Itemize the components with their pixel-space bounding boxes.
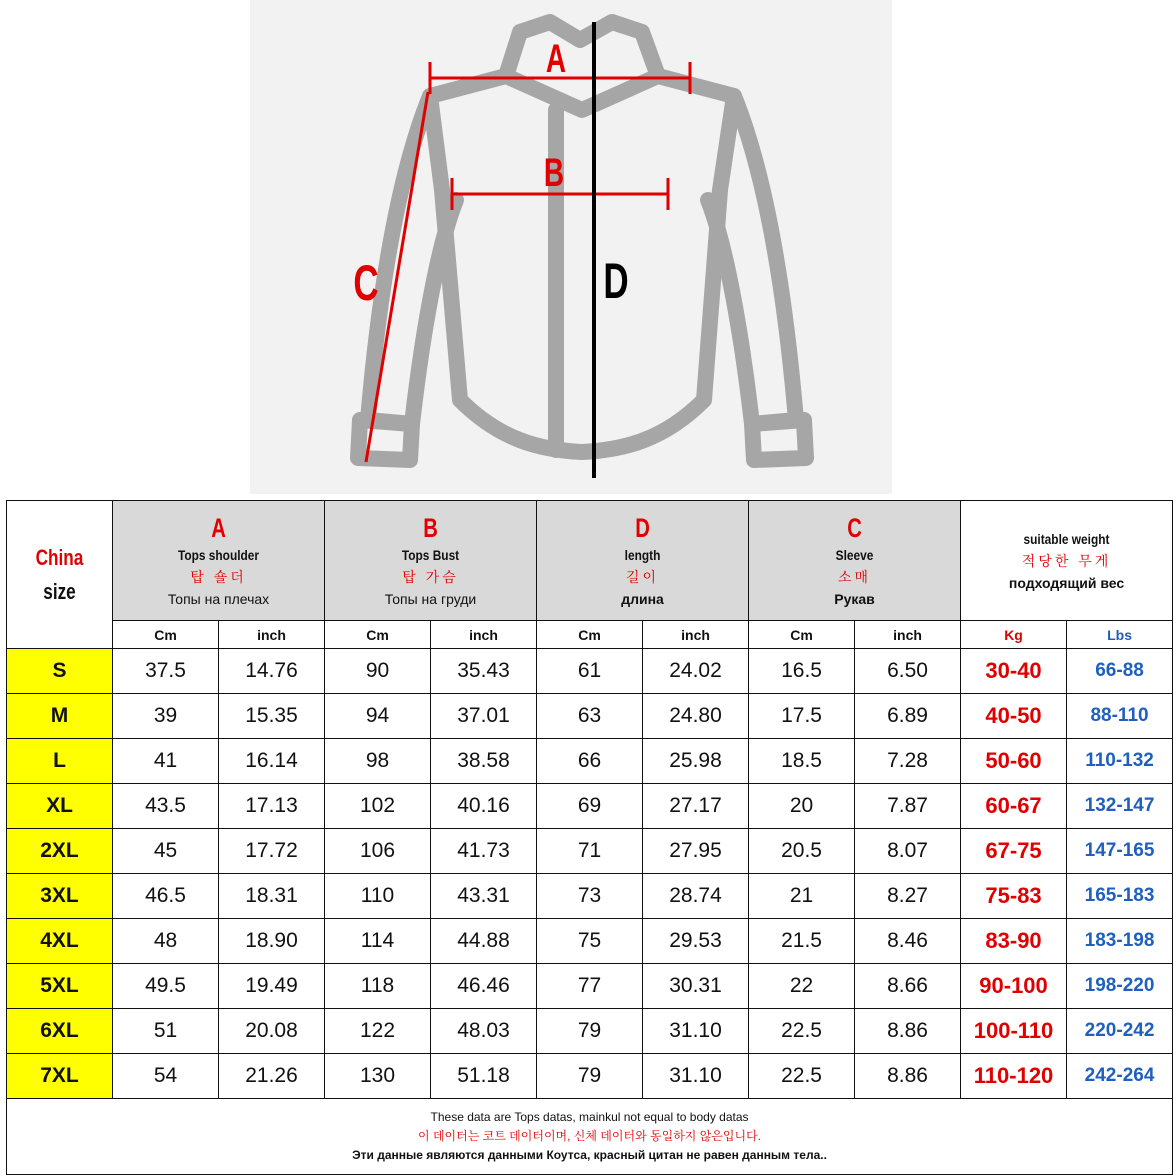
unit-inch: inch bbox=[643, 621, 749, 649]
weight-kg: 30-40 bbox=[961, 649, 1067, 694]
sleeve-inch: 7.28 bbox=[855, 739, 961, 784]
shoulder-cm: 45 bbox=[113, 829, 219, 874]
unit-cm: Cm bbox=[537, 621, 643, 649]
weight-kg: 110-120 bbox=[961, 1054, 1067, 1099]
weight-lbs: 183-198 bbox=[1067, 919, 1173, 964]
length-cm: 73 bbox=[537, 874, 643, 919]
shirt-measurement-illustration bbox=[250, 0, 892, 494]
size-label: L bbox=[7, 739, 113, 784]
sleeve-cm: 16.5 bbox=[749, 649, 855, 694]
size-label: size bbox=[43, 578, 76, 604]
bust-cm: 94 bbox=[325, 694, 431, 739]
unit-inch: inch bbox=[431, 621, 537, 649]
group-ko: 탑 숄더 bbox=[190, 568, 247, 585]
shoulder-inch: 19.49 bbox=[219, 964, 325, 1009]
length-cm: 69 bbox=[537, 784, 643, 829]
length-cm: 79 bbox=[537, 1009, 643, 1054]
sleeve-inch: 8.66 bbox=[855, 964, 961, 1009]
shoulder-inch: 17.72 bbox=[219, 829, 325, 874]
shoulder-inch: 18.90 bbox=[219, 919, 325, 964]
shoulder-cm: 37.5 bbox=[113, 649, 219, 694]
weight-kg: 100-110 bbox=[961, 1009, 1067, 1054]
shoulder-cm: 54 bbox=[113, 1054, 219, 1099]
size-label: XL bbox=[7, 784, 113, 829]
unit-inch: inch bbox=[219, 621, 325, 649]
shoulder-inch: 21.26 bbox=[219, 1054, 325, 1099]
weight-ko: 적당한 무게 bbox=[1021, 552, 1112, 569]
label-d: D bbox=[603, 253, 629, 310]
group-ko: 탑 가슴 bbox=[402, 568, 459, 585]
size-label: 6XL bbox=[7, 1009, 113, 1054]
bust-inch: 41.73 bbox=[431, 829, 537, 874]
length-inch: 28.74 bbox=[643, 874, 749, 919]
weight-lbs: 220-242 bbox=[1067, 1009, 1173, 1054]
size-label: S bbox=[7, 649, 113, 694]
group-letter: C bbox=[847, 512, 862, 543]
sleeve-inch: 6.50 bbox=[855, 649, 961, 694]
weight-kg: 50-60 bbox=[961, 739, 1067, 784]
bust-cm: 114 bbox=[325, 919, 431, 964]
data-rows bbox=[7, 649, 1173, 1099]
bust-inch: 48.03 bbox=[431, 1009, 537, 1054]
length-cm: 79 bbox=[537, 1054, 643, 1099]
length-cm: 77 bbox=[537, 964, 643, 1009]
weight-lbs: 198-220 bbox=[1067, 964, 1173, 1009]
weight-lbs: 147-165 bbox=[1067, 829, 1173, 874]
group-letter: A bbox=[211, 512, 226, 543]
group-ru: длина bbox=[621, 590, 664, 607]
length-inch: 31.10 bbox=[643, 1054, 749, 1099]
group-letter: B bbox=[423, 512, 438, 543]
sleeve-cm: 21.5 bbox=[749, 919, 855, 964]
length-cm: 75 bbox=[537, 919, 643, 964]
shoulder-cm: 39 bbox=[113, 694, 219, 739]
sleeve-inch: 8.86 bbox=[855, 1054, 961, 1099]
sleeve-inch: 8.46 bbox=[855, 919, 961, 964]
corner-cell bbox=[7, 501, 113, 649]
weight-en: suitable weight bbox=[1023, 530, 1110, 547]
china-label: China bbox=[35, 544, 84, 570]
table-row bbox=[7, 649, 1173, 694]
length-inch: 29.53 bbox=[643, 919, 749, 964]
header-row bbox=[7, 501, 1173, 621]
weight-kg: 75-83 bbox=[961, 874, 1067, 919]
size-label: 3XL bbox=[7, 874, 113, 919]
footer-ko: 이 데이터는 코트 데이터이며, 신체 데이터와 동일하지 않은입니다. bbox=[418, 1129, 762, 1143]
header-weight bbox=[961, 501, 1173, 621]
length-inch: 25.98 bbox=[643, 739, 749, 784]
bust-cm: 130 bbox=[325, 1054, 431, 1099]
bust-cm: 106 bbox=[325, 829, 431, 874]
length-inch: 31.10 bbox=[643, 1009, 749, 1054]
size-label: 2XL bbox=[7, 829, 113, 874]
unit-cm: Cm bbox=[113, 621, 219, 649]
weight-lbs: 88-110 bbox=[1067, 694, 1173, 739]
bust-inch: 38.58 bbox=[431, 739, 537, 784]
length-cm: 63 bbox=[537, 694, 643, 739]
shoulder-cm: 43.5 bbox=[113, 784, 219, 829]
bust-cm: 110 bbox=[325, 874, 431, 919]
table-row bbox=[7, 739, 1173, 784]
label-c: C bbox=[353, 255, 379, 312]
sleeve-inch: 7.87 bbox=[855, 784, 961, 829]
sleeve-cm: 22.5 bbox=[749, 1054, 855, 1099]
table-row bbox=[7, 874, 1173, 919]
table-row bbox=[7, 964, 1173, 1009]
sleeve-cm: 21 bbox=[749, 874, 855, 919]
label-b: B bbox=[543, 151, 565, 196]
sleeve-cm: 22.5 bbox=[749, 1009, 855, 1054]
weight-lbs: 165-183 bbox=[1067, 874, 1173, 919]
bust-inch: 44.88 bbox=[431, 919, 537, 964]
weight-lbs: 66-88 bbox=[1067, 649, 1173, 694]
unit-inch: inch bbox=[855, 621, 961, 649]
unit-kg: Kg bbox=[961, 621, 1067, 649]
length-cm: 61 bbox=[537, 649, 643, 694]
shoulder-inch: 14.76 bbox=[219, 649, 325, 694]
sleeve-cm: 22 bbox=[749, 964, 855, 1009]
sleeve-cm: 20.5 bbox=[749, 829, 855, 874]
bust-inch: 37.01 bbox=[431, 694, 537, 739]
length-inch: 27.95 bbox=[643, 829, 749, 874]
unit-cm: Cm bbox=[749, 621, 855, 649]
table-row bbox=[7, 919, 1173, 964]
bust-inch: 40.16 bbox=[431, 784, 537, 829]
header-shoulder bbox=[113, 501, 325, 621]
footer-ru: Эти данные являются данными Коутса, красный цитан не равен данным тела.. bbox=[352, 1148, 827, 1162]
group-en: length bbox=[624, 546, 661, 563]
bust-inch: 35.43 bbox=[431, 649, 537, 694]
group-ru: Рукав bbox=[834, 590, 875, 607]
sleeve-inch: 8.86 bbox=[855, 1009, 961, 1054]
weight-kg: 67-75 bbox=[961, 829, 1067, 874]
bust-inch: 46.46 bbox=[431, 964, 537, 1009]
label-a: A bbox=[545, 37, 567, 82]
shoulder-inch: 18.31 bbox=[219, 874, 325, 919]
table-row bbox=[7, 1054, 1173, 1099]
length-inch: 27.17 bbox=[643, 784, 749, 829]
table-row bbox=[7, 694, 1173, 739]
group-en: Tops shoulder bbox=[177, 546, 260, 563]
table-row bbox=[7, 829, 1173, 874]
weight-kg: 60-67 bbox=[961, 784, 1067, 829]
group-letter: D bbox=[635, 512, 650, 543]
sleeve-cm: 18.5 bbox=[749, 739, 855, 784]
size-label: 4XL bbox=[7, 919, 113, 964]
length-cm: 71 bbox=[537, 829, 643, 874]
table-row bbox=[7, 784, 1173, 829]
weight-lbs: 242-264 bbox=[1067, 1054, 1173, 1099]
shoulder-inch: 20.08 bbox=[219, 1009, 325, 1054]
group-ru: Топы на груди bbox=[384, 590, 477, 607]
weight-kg: 83-90 bbox=[961, 919, 1067, 964]
group-ru: Топы на плечах bbox=[167, 590, 270, 607]
group-ko: 길이 bbox=[625, 568, 660, 585]
group-en: Sleeve bbox=[835, 546, 874, 563]
footer-en: These data are Tops datas, mainkul not equal to body datas bbox=[430, 1110, 749, 1124]
unit-row bbox=[7, 621, 1173, 649]
size-label: M bbox=[7, 694, 113, 739]
length-cm: 66 bbox=[537, 739, 643, 784]
unit-lbs: Lbs bbox=[1067, 621, 1173, 649]
size-label: 7XL bbox=[7, 1054, 113, 1099]
group-en: Tops Bust bbox=[401, 546, 460, 563]
shoulder-cm: 51 bbox=[113, 1009, 219, 1054]
weight-kg: 90-100 bbox=[961, 964, 1067, 1009]
size-chart-table bbox=[6, 500, 1173, 1175]
shoulder-inch: 17.13 bbox=[219, 784, 325, 829]
bust-cm: 102 bbox=[325, 784, 431, 829]
weight-ru: подходящий вес bbox=[1008, 574, 1125, 591]
shoulder-cm: 46.5 bbox=[113, 874, 219, 919]
group-ko: 소매 bbox=[838, 568, 872, 585]
header-sleeve bbox=[749, 501, 961, 621]
bust-cm: 118 bbox=[325, 964, 431, 1009]
shoulder-cm: 48 bbox=[113, 919, 219, 964]
length-inch: 24.02 bbox=[643, 649, 749, 694]
footer-row bbox=[7, 1099, 1173, 1175]
bust-cm: 98 bbox=[325, 739, 431, 784]
bust-inch: 43.31 bbox=[431, 874, 537, 919]
shoulder-inch: 16.14 bbox=[219, 739, 325, 784]
sleeve-inch: 8.07 bbox=[855, 829, 961, 874]
sleeve-cm: 17.5 bbox=[749, 694, 855, 739]
unit-cm: Cm bbox=[325, 621, 431, 649]
shoulder-inch: 15.35 bbox=[219, 694, 325, 739]
size-label: 5XL bbox=[7, 964, 113, 1009]
bust-inch: 51.18 bbox=[431, 1054, 537, 1099]
sleeve-inch: 6.89 bbox=[855, 694, 961, 739]
table-row bbox=[7, 1009, 1173, 1054]
bust-cm: 90 bbox=[325, 649, 431, 694]
length-inch: 24.80 bbox=[643, 694, 749, 739]
shoulder-cm: 41 bbox=[113, 739, 219, 784]
header-bust bbox=[325, 501, 537, 621]
weight-kg: 40-50 bbox=[961, 694, 1067, 739]
shoulder-cm: 49.5 bbox=[113, 964, 219, 1009]
weight-lbs: 132-147 bbox=[1067, 784, 1173, 829]
bust-cm: 122 bbox=[325, 1009, 431, 1054]
header-length bbox=[537, 501, 749, 621]
footer-note bbox=[7, 1099, 1173, 1175]
sleeve-inch: 8.27 bbox=[855, 874, 961, 919]
length-inch: 30.31 bbox=[643, 964, 749, 1009]
sleeve-cm: 20 bbox=[749, 784, 855, 829]
weight-lbs: 110-132 bbox=[1067, 739, 1173, 784]
